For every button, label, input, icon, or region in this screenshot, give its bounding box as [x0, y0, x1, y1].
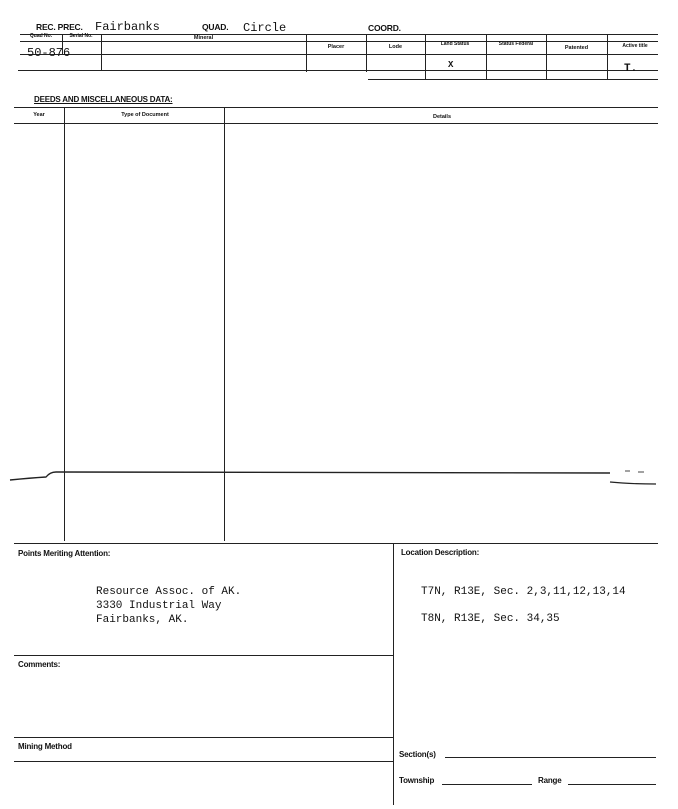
- coord-label: COORD.: [368, 23, 401, 33]
- range-field[interactable]: [568, 784, 656, 785]
- bottom-divider: [393, 543, 394, 805]
- col-details: Details: [432, 114, 452, 120]
- mining-method-label: Mining Method: [18, 742, 72, 751]
- col-divider: [366, 34, 367, 72]
- location-line-2: T8N, R13E, Sec. 34,35: [421, 613, 560, 625]
- column-header-rule: [20, 41, 658, 42]
- row-extra-rule: [368, 79, 658, 80]
- comments-label: Comments:: [18, 660, 61, 669]
- mining-method-rule: [14, 737, 393, 738]
- row-top-rule: [20, 54, 658, 55]
- row-bottom-rule: [18, 70, 658, 71]
- col-placer: Placer: [327, 44, 345, 50]
- deeds-header-rule: [14, 123, 658, 124]
- comments-rule: [14, 655, 393, 656]
- township-label: Township: [399, 776, 435, 785]
- col-divider: [486, 34, 487, 79]
- col-status-federal: Status Federal: [498, 41, 534, 47]
- quad-value: Circle: [243, 21, 287, 35]
- col-divider: [607, 34, 608, 79]
- col-serial-no: Serial No.: [69, 33, 93, 39]
- col-type-of-document: Type of Document: [121, 112, 169, 118]
- col-lode: Lode: [388, 44, 403, 50]
- col-year: Year: [33, 112, 45, 118]
- col-mineral: Mineral: [193, 35, 214, 41]
- points-label: Points Meriting Attention:: [18, 549, 111, 558]
- sections-label: Section(s): [399, 750, 436, 759]
- col-quad-no: Quad No.: [29, 33, 53, 39]
- township-field[interactable]: [442, 784, 532, 785]
- col-divider: [425, 34, 426, 79]
- seam-line: [0, 462, 678, 492]
- mining-method-under-rule: [14, 761, 393, 762]
- active-title-value: T.: [624, 63, 638, 75]
- col-divider: [306, 34, 307, 72]
- quad-no-value: 50-876: [27, 46, 71, 60]
- address-line-1: Resource Assoc. of AK.: [96, 586, 242, 598]
- rec-prec-label: REC. PREC.: [36, 22, 83, 32]
- range-label: Range: [538, 776, 562, 785]
- land-status-value: X: [448, 60, 454, 70]
- location-label: Location Description:: [401, 548, 480, 557]
- col-land-status: Land Status: [440, 41, 470, 47]
- rec-prec-value: Fairbanks: [95, 20, 160, 34]
- deeds-section-title: DEEDS AND MISCELLANEOUS DATA:: [34, 95, 173, 104]
- address-line-2: 3330 Industrial Way: [96, 600, 222, 612]
- col-patented: Patented: [564, 45, 589, 51]
- col-active-title: Active title: [622, 43, 648, 49]
- sections-field[interactable]: [445, 757, 656, 758]
- address-line-3: Fairbanks, AK.: [96, 614, 189, 626]
- location-line-1: T7N, R13E, Sec. 2,3,11,12,13,14: [421, 586, 626, 598]
- quad-label: QUAD.: [202, 22, 229, 32]
- bottom-top-rule: [14, 543, 658, 544]
- col-divider: [546, 34, 547, 79]
- deeds-top-rule: [14, 107, 658, 108]
